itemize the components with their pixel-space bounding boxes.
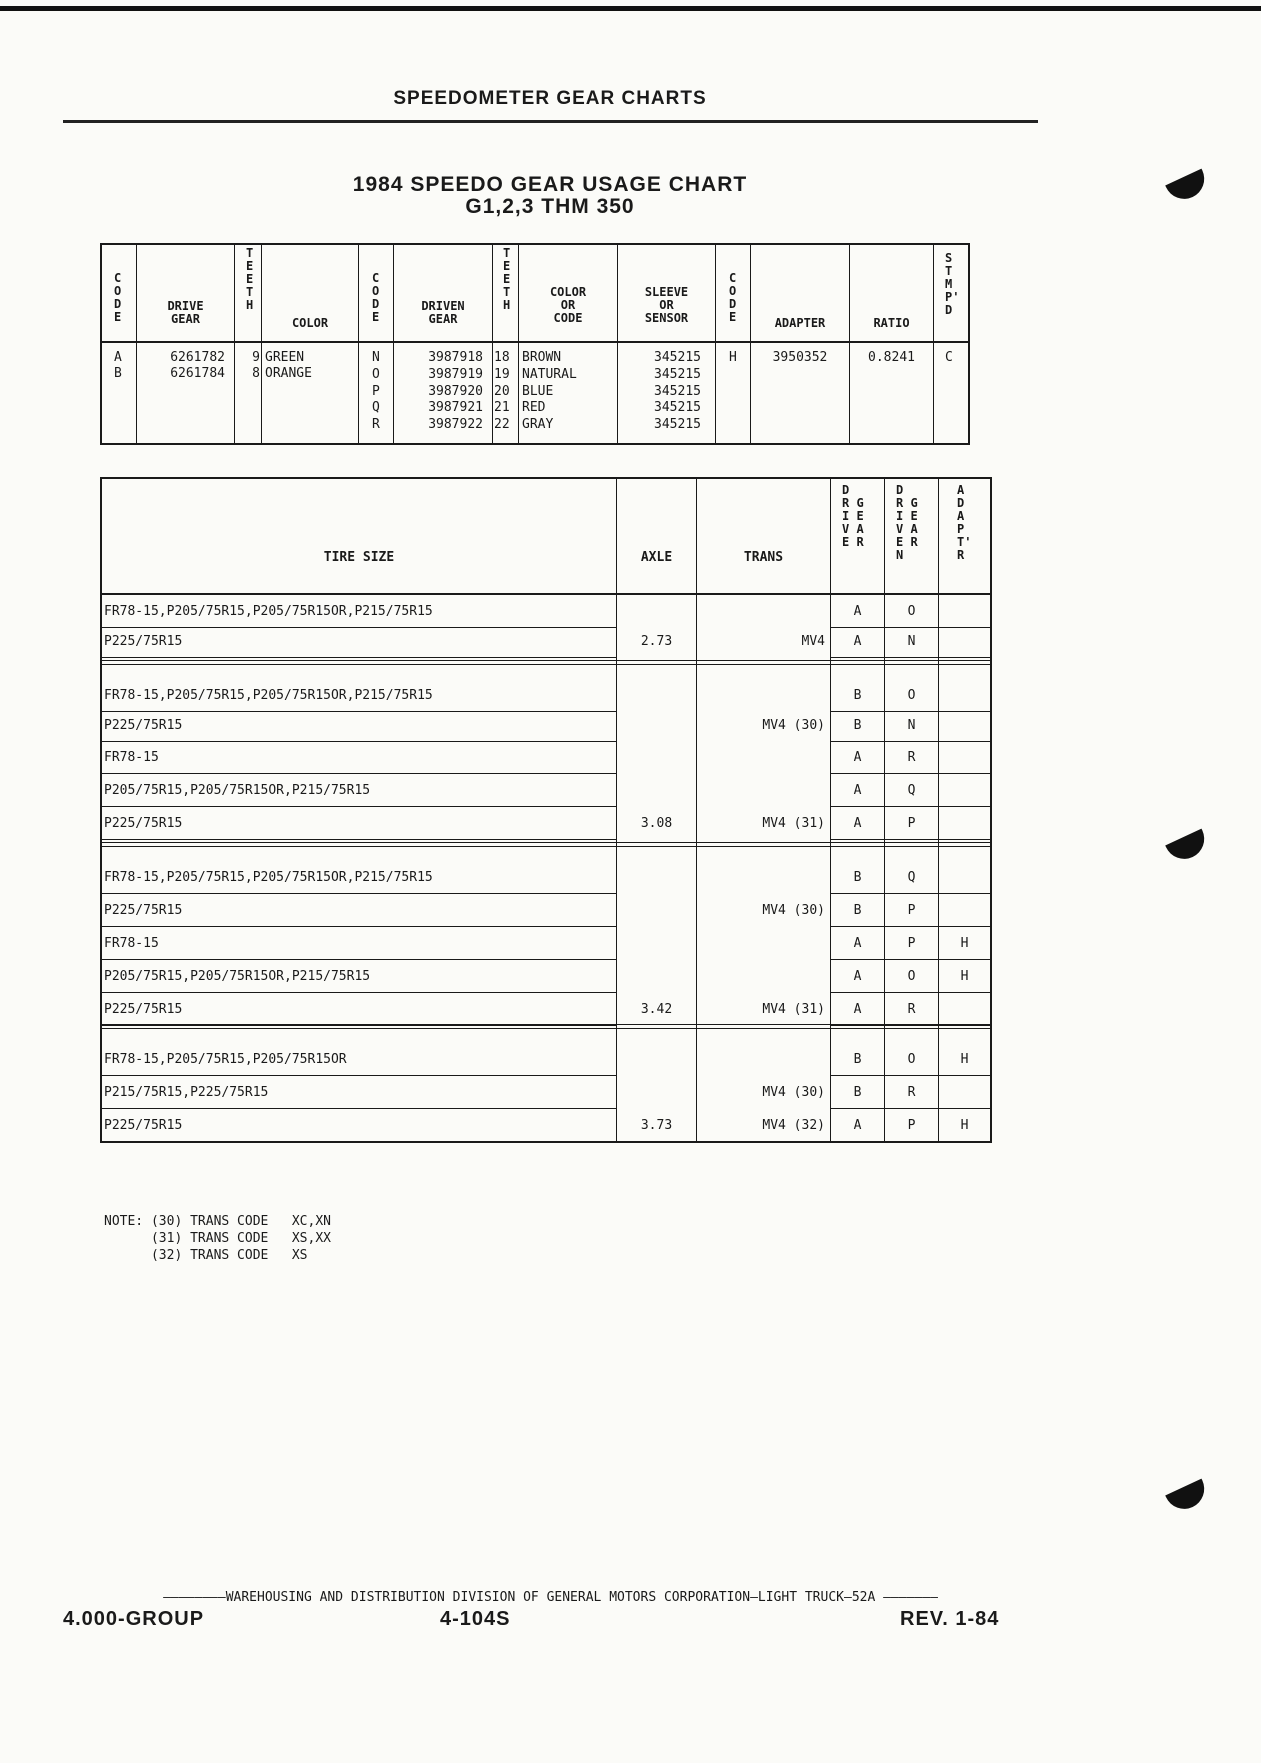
header-stamped: S T M P' D — [945, 251, 960, 317]
header-drive-gear: DRIVE GEAR — [167, 299, 204, 326]
tire-row-tire: P225/75R15 — [104, 1002, 183, 1017]
ratio-value: 0.8241 — [868, 350, 915, 365]
row-divider — [830, 1075, 992, 1076]
driven-teeth: 18 19 20 21 22 — [494, 350, 510, 433]
header-ratio: RATIO — [873, 316, 910, 330]
tire-row-axle: 3.42 — [640, 1002, 673, 1017]
footer-group: 4.000-GROUP — [63, 1608, 205, 1630]
tire-row-dn: O — [907, 688, 916, 703]
tire-row-dn: P — [907, 903, 916, 918]
header-sleeve-or-sensor: SLEEVE OR SENSOR — [644, 285, 689, 325]
group-separator — [100, 664, 992, 665]
tire-row-trans: MV4 (30) — [762, 903, 825, 918]
tire-row-tire: P215/75R15,P225/75R15 — [104, 1085, 269, 1100]
tire-row-dn: P — [907, 1118, 916, 1133]
header-adapter-code: A D A P T' R — [957, 483, 972, 562]
row-divider — [100, 1075, 616, 1076]
header-code-3: C O D E — [729, 271, 737, 324]
adapter-code: H — [729, 350, 737, 365]
drive-teeth: 9 8 — [252, 350, 260, 381]
page-title: SPEEDOMETER GEAR CHARTS — [393, 88, 707, 109]
tire-row-dr: A — [853, 969, 862, 984]
row-divider — [830, 1108, 992, 1109]
tire-row-dr: B — [853, 718, 862, 733]
tire-row-dr: B — [853, 870, 862, 885]
tire-row-axle: 3.73 — [640, 1118, 673, 1133]
tire-row-tire: P225/75R15 — [104, 718, 183, 733]
tire-row-trans: MV4 (32) — [762, 1118, 825, 1133]
tire-row-dr: A — [853, 750, 862, 765]
tire-row-dn: N — [907, 634, 916, 649]
tire-row-tire: P205/75R15,P205/75R15OR,P215/75R15 — [104, 969, 371, 984]
group-separator — [100, 842, 992, 843]
header-drive-gear-code: D R G I E V A E R — [842, 483, 864, 549]
tire-row-dn: P — [907, 816, 916, 831]
tire-row-dn: O — [907, 969, 916, 984]
header-code-2: C O D E — [372, 271, 380, 324]
tire-row-dr: A — [853, 783, 862, 798]
tire-row-dn: R — [907, 1002, 916, 1017]
tire-row-trans: MV4 (30) — [762, 1085, 825, 1100]
tire-row-dn: P — [907, 936, 916, 951]
header-adapter: ADAPTER — [774, 316, 826, 330]
tire-row-dr: B — [853, 1052, 862, 1067]
footer-revision: REV. 1-84 — [900, 1608, 1000, 1630]
binder-ring-mark — [1165, 1479, 1211, 1516]
tire-row-tire: FR78-15,P205/75R15,P205/75R15OR,P215/75R15 — [104, 688, 433, 703]
row-divider — [100, 893, 616, 894]
row-divider — [100, 959, 616, 960]
drive-colors: GREEN ORANGE — [265, 350, 312, 381]
tire-row-dr: B — [853, 688, 862, 703]
tire-row-trans: MV4 (31) — [762, 1002, 825, 1017]
tire-row-tire: FR78-15 — [104, 936, 159, 951]
row-divider — [100, 741, 616, 742]
row-divider — [100, 806, 616, 807]
binder-ring-mark — [1165, 169, 1211, 206]
row-divider — [830, 627, 992, 628]
tire-row-dn: O — [907, 604, 916, 619]
tire-row-dr: A — [853, 1118, 862, 1133]
header-axle: AXLE — [640, 550, 673, 565]
tire-row-dn: R — [907, 750, 916, 765]
row-divider — [100, 992, 616, 993]
header-color: COLOR — [291, 316, 329, 330]
tire-row-dn: Q — [907, 870, 916, 885]
row-divider — [100, 711, 616, 712]
footer-publisher-text: WAREHOUSING AND DISTRIBUTION DIVISION OF GENERAL MOTORS CORPORATION—LIGHT TRUCK—52A — [225, 1590, 876, 1605]
tire-row-dr: A — [853, 1002, 862, 1017]
tire-row-dr: B — [853, 1085, 862, 1100]
drive-codes: A B — [114, 350, 122, 381]
tire-row-axle: 3.08 — [640, 816, 673, 831]
header-color-or-code: COLOR OR CODE — [549, 285, 587, 325]
row-divider — [830, 1025, 992, 1026]
tire-row-dn: O — [907, 1052, 916, 1067]
tire-row-tire: P225/75R15 — [104, 816, 183, 831]
header-driven-gear-code: D R G I E V A E R N — [896, 483, 918, 562]
row-divider — [830, 741, 992, 742]
tire-row-tire: FR78-15 — [104, 750, 159, 765]
tire-row-dn: R — [907, 1085, 916, 1100]
row-divider — [100, 1025, 616, 1026]
tire-row-tire: FR78-15,P205/75R15,P205/75R15OR,P215/75R15 — [104, 870, 433, 885]
row-divider — [830, 806, 992, 807]
row-divider — [830, 657, 992, 658]
row-divider — [100, 627, 616, 628]
driven-codes: N O P Q R — [372, 350, 380, 433]
footer-publisher: ————————WAREHOUSING AND DISTRIBUTION DIVISION OF GENERAL MOTORS CORPORATION—LIGHT TRUCK—52A ——————— — [163, 1590, 938, 1605]
header-teeth: T E E T H — [246, 246, 254, 312]
row-divider — [830, 992, 992, 993]
row-divider — [830, 839, 992, 840]
row-divider — [100, 1108, 616, 1109]
row-divider — [830, 959, 992, 960]
row-divider — [830, 711, 992, 712]
tire-row-trans: MV4 (31) — [762, 816, 825, 831]
tire-row-ad: H — [960, 936, 969, 951]
tire-row-tire: P225/75R15 — [104, 1118, 183, 1133]
header-code: C O D E — [114, 271, 122, 324]
tire-row-dn: N — [907, 718, 916, 733]
header-tire-size: TIRE SIZE — [323, 550, 395, 565]
tire-row-tire: P225/75R15 — [104, 634, 183, 649]
tire-row-dr: A — [853, 936, 862, 951]
sleeve-numbers: 345215 345215 345215 345215 345215 — [654, 350, 701, 433]
row-divider — [830, 893, 992, 894]
tire-row-dr: A — [853, 634, 862, 649]
stamped-code: C — [945, 350, 953, 365]
top-rule — [0, 6, 1261, 11]
tire-row-trans: MV4 — [801, 634, 825, 649]
tire-row-dr: A — [853, 604, 862, 619]
header-trans: TRANS — [743, 550, 784, 565]
tire-row-tire: FR78-15,P205/75R15,P205/75R15OR — [104, 1052, 347, 1067]
tire-row-ad: H — [960, 1052, 969, 1067]
chart-title: 1984 SPEEDO GEAR USAGE CHART — [352, 173, 748, 196]
header-driven-gear: DRIVEN GEAR — [421, 299, 465, 326]
chart-subtitle: G1,2,3 THM 350 — [465, 195, 635, 218]
tire-row-dn: Q — [907, 783, 916, 798]
driven-gear-numbers: 3987918 3987919 3987920 3987921 3987922 — [428, 350, 483, 433]
tire-row-dr: A — [853, 816, 862, 831]
row-divider — [100, 839, 616, 840]
header-rule — [63, 120, 1038, 123]
tire-row-trans: MV4 (30) — [762, 718, 825, 733]
header-teeth-2: T E E T H — [503, 246, 511, 312]
driven-colors: BROWN NATURAL BLUE RED GRAY — [522, 350, 577, 433]
group-separator — [100, 1028, 992, 1029]
binder-ring-mark — [1165, 829, 1211, 866]
tire-row-tire: P225/75R15 — [104, 903, 183, 918]
row-divider — [100, 657, 616, 658]
tire-row-tire: FR78-15,P205/75R15,P205/75R15OR,P215/75R15 — [104, 604, 433, 619]
row-divider — [100, 926, 616, 927]
tire-row-axle: 2.73 — [640, 634, 673, 649]
tire-row-dr: B — [853, 903, 862, 918]
footer-page-number: 4-104S — [440, 1608, 511, 1630]
group-separator — [100, 660, 992, 661]
tire-row-ad: H — [960, 1118, 969, 1133]
tire-row-tire: P205/75R15,P205/75R15OR,P215/75R15 — [104, 783, 371, 798]
row-divider — [830, 926, 992, 927]
adapter-number: 3950352 — [772, 350, 828, 365]
tire-row-ad: H — [960, 969, 969, 984]
group-separator — [100, 846, 992, 847]
trans-code-note: NOTE: (30) TRANS CODE XC,XN (31) TRANS CODE XS,XX (32) TRANS CODE XS — [104, 1214, 331, 1263]
row-divider — [100, 773, 616, 774]
row-divider — [830, 773, 992, 774]
drive-gear-numbers: 6261782 6261784 — [170, 350, 225, 381]
